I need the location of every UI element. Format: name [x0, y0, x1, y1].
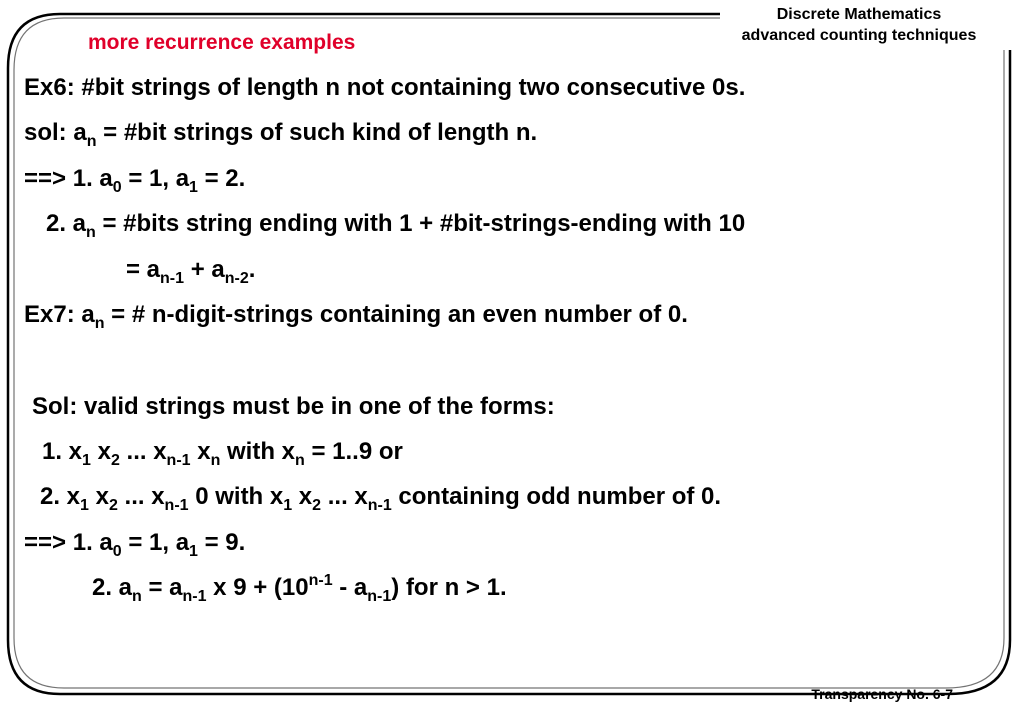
- ex7-recurrence-formula: 2. $a_n = a_{n-1}$ x $9 + (10^{n-1} - a_{n-1})$ for n > 1.: [92, 572, 507, 605]
- ex6-solution-definition: sol: $a_n$ = #bit strings of such kind of length n.: [24, 119, 538, 150]
- course-header: [709, 4, 1009, 46]
- ex6-statement: Ex6: #bit strings of length n not containing two consecutive 0s.: [24, 74, 746, 101]
- ex7-solution-intro: Sol: valid strings must be in one of the forms:: [32, 393, 555, 420]
- ex7-form-1: 1. $x_1$ $x_2$ ... $x_{n-1}$ $x_n$ with $x_n = 1..9$ or: [42, 438, 403, 469]
- course-title: Discrete Mathematics: [776, 6, 942, 23]
- ex7-initial-conditions: ==> 1. $a_0 = 1$, $a_1 = 9$.: [24, 529, 246, 560]
- ex6-recurrence-formula: = $a_{n-1} + a_{n-2}$.: [126, 256, 256, 287]
- slide-title: more recurrence examples: [88, 31, 356, 54]
- ex6-recurrence-explanation: 2. $a_n$ = #bits string ending with 1 + #bit-strings-ending with 10: [46, 210, 746, 241]
- transparency-number: Transparency No. 6-7: [811, 686, 953, 702]
- ex7-form-2: 2. $x_1$ $x_2$ ... $x_{n-1}$ 0 with $x_1$ $x_2$ ... $x_{n-1}$ containing odd number of 0.: [40, 483, 722, 514]
- ex7-statement: Ex7: $a_n$ = # n-digit-strings containing an even number of 0.: [24, 301, 688, 332]
- ex6-initial-conditions: ==> 1. $a_0 = 1$, $a_1 = 2$.: [24, 165, 246, 196]
- course-subtitle: advanced counting techniques: [741, 27, 977, 44]
